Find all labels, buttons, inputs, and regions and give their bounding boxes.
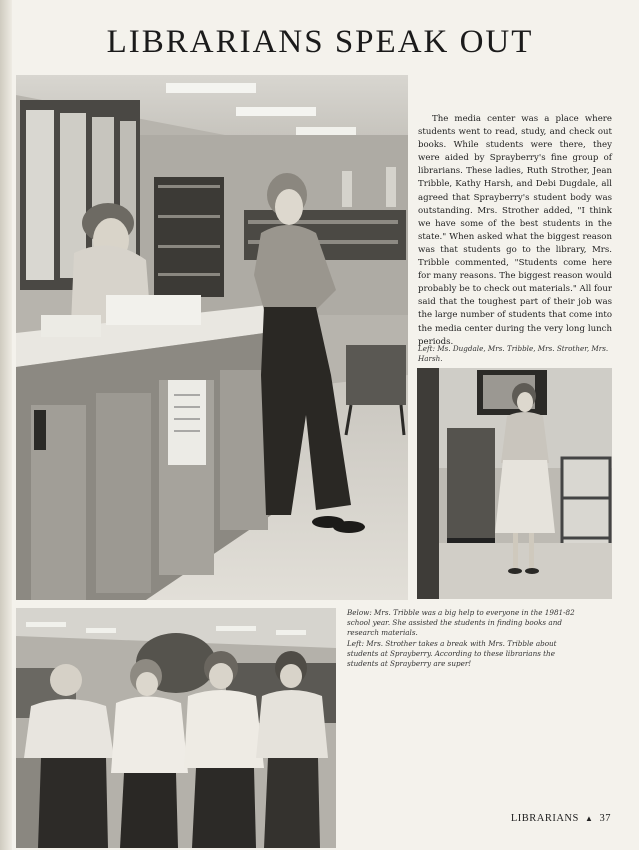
page-spine-shadow bbox=[0, 0, 12, 850]
caption-mrs-tribble: Below: Mrs. Tribble was a big help to everyone in the 1981-82 school year. She assisted the students in finding books and research materials. bbox=[347, 608, 575, 638]
photo-circulation-desk bbox=[16, 75, 408, 600]
photo-four-librarians bbox=[16, 608, 336, 848]
page-title: LIBRARIANS SPEAK OUT bbox=[106, 24, 534, 60]
footer-page-number: 37 bbox=[599, 813, 611, 824]
article-body: The media center was a place where students went to read, study, and check out books. While students were there, they were aided by Sprayberry's fine group of librarians. These ladies, Ruth Strother, Jean Tribble, Kathy Harsh, and Debi Dugdale, all agreed that Sprayberry's student body was outstanding. Mrs. Strother added, "I think we have some of the best students in the state." When asked what the biggest reason was that students go to the library, Mrs. Tribble commented, "Students come here for many reasons. The biggest reason would probably be to check out materials." All four said that the toughest part of their job was the large number of students that come into the media center during the very long lunch periods. bbox=[418, 114, 612, 347]
footer-section-name: LIBRARIANS bbox=[510, 813, 579, 824]
captions-bottom bbox=[347, 608, 577, 669]
caption-four-librarians: Left: Mrs. Strother takes a break with Mrs. Tribble about students at Sprayberry. According to these librarians the students at Sprayberry are super! bbox=[347, 638, 557, 669]
triangle-icon: ▲ bbox=[584, 814, 594, 823]
photo-mrs-tribble bbox=[417, 368, 612, 599]
page-footer bbox=[511, 813, 611, 824]
caption-group-photo: Left: Ms. Dugdale, Mrs. Tribble, Mrs. Strother, Mrs. Harsh. bbox=[418, 344, 609, 364]
